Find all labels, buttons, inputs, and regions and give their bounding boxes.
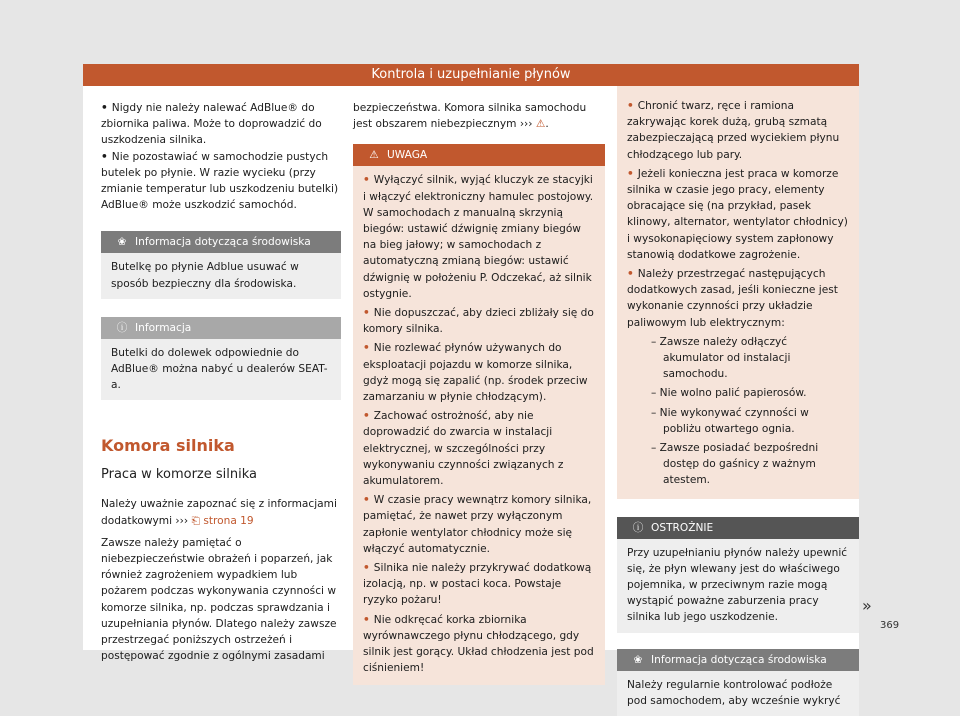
paragraph: bezpieczeństwa. Komora silnika samochodu jest obszarem niebezpiecznym ››› ⚠. bbox=[353, 102, 587, 131]
list-item: • W czasie pracy wewnątrz komory silnika, pamiętać, że nawet przy wyłączonym zapłonie wentylator chłodnicy może się włączyć automatycznie. bbox=[363, 494, 592, 555]
list-item: – Zawsze posiadać bezpośredni dostęp do gaśnicy z ważnym atestem. bbox=[651, 442, 819, 487]
information-box bbox=[101, 317, 341, 401]
list-item: – Nie wykonywać czynności w pobliżu otwartego ognia. bbox=[651, 406, 809, 435]
column-1 bbox=[101, 100, 341, 664]
page-number: 369 bbox=[880, 620, 900, 631]
paragraph: Zawsze należy pamiętać o niebezpieczeństwie obrażeń i poparzeń, jak również zagrożeniem wypadkiem lub pożarem podczas wykonywania czynności w komorze silnika, np. podczas sprawdzania i uzupełniania płynów. Dlatego należy zawsze przestrzegać poniższych ostrzeżeń i postępować zgodnie z ogólnymi zasadami bbox=[101, 536, 337, 663]
list-item: • Nie dopuszczać, aby dzieci zbliżały się do komory silnika. bbox=[363, 307, 594, 336]
column-3 bbox=[617, 86, 859, 716]
list-item: • Należy przestrzegać następujących dodatkowych zasad, jeśli konieczne jest wykonanie czynności przy układzie paliwowym lub elektrycznym: bbox=[627, 268, 838, 329]
list-item: • Nie rozlewać płynów używanych do eksploatacji pojazdu w komorze silnika, gdyż mogą się zapalić (np. środek przeciw zamarzaniu w płynie chłodzącym). bbox=[363, 342, 588, 404]
leaf-icon: ❀ bbox=[117, 236, 127, 249]
box-text: Należy regularnie kontrolować podłoże pod samochodem, aby wcześnie wykryć bbox=[617, 671, 859, 716]
box-text: Butelkę po płynie Adblue usuwać w sposób bezpieczny dla środowiska. bbox=[101, 253, 341, 298]
section-subtitle: Praca w komorze silnika bbox=[101, 467, 257, 483]
box-title: Informacja bbox=[135, 321, 192, 334]
list-item: – Zawsze należy odłączyć akumulator od instalacji samochodu. bbox=[651, 335, 791, 381]
list-item: • Wyłączyć silnik, wyjąć kluczyk ze stacyjki i włączyć elektroniczny hamulec postojowy. W samochodach z manualną skrzynią biegów: ustawić dźwignię zmiany biegów na bieg jałowy; w samochodach z automatyczną zmianą biegów: ustawić dźwignię w położeniu P. Odczekać, aż silnik ostygnie. bbox=[363, 174, 594, 300]
caution-icon: ⓘ bbox=[632, 521, 644, 534]
box-title: UWAGA bbox=[387, 149, 428, 162]
box-text: Butelki do dolewek odpowiednie do AdBlue® można nabyć u dealerów SEAT-a. bbox=[101, 339, 341, 401]
box-text: Przy uzupełnianiu płynów należy upewnić się, że płyn wlewany jest do właściwego pojemnika, w przeciwnym razie mogą wystąpić poważne zaburzenia pracy silnika lub jego uszkodzenie. bbox=[617, 539, 859, 633]
list-item: • Silnika nie należy przykrywać dodatkową izolacją, np. w postaci koca. Powstaje ryzyko pożaru! bbox=[363, 562, 592, 607]
info-icon: ⓘ bbox=[116, 321, 128, 334]
warning-icon: ⚠ bbox=[369, 149, 379, 162]
environment-info-box bbox=[101, 231, 341, 298]
page-reference-link[interactable]: strona 19 bbox=[203, 514, 254, 527]
list-item: • Nie pozostawiać w samochodzie pustych butelek po płynie. W razie wycieku (przy zmianie temperatur lub uszkodzeniu butelki) AdBlue® może uszkodzić samochód. bbox=[101, 150, 339, 212]
leaf-icon: ❀ bbox=[633, 653, 643, 666]
box-title: Informacja dotycząca środowiska bbox=[651, 653, 827, 666]
list-item: • Nie odkręcać korka zbiornika wyrównawczego płynu chłodzącego, gdy silnik jest gorący. Układ chłodzenia jest pod ciśnieniem! bbox=[363, 613, 594, 675]
list-item: • Nigdy nie należy nalewać AdBlue® do zbiornika paliwa. Może to doprowadzić do uszkodzenia silnika. bbox=[101, 102, 322, 147]
box-title: Informacja dotycząca środowiska bbox=[135, 236, 311, 249]
warning-continuation bbox=[617, 86, 859, 499]
continue-mark: » bbox=[862, 596, 872, 615]
list-item: • Jeżeli konieczna jest praca w komorze silnika w czasie jego pracy, elementy obracające się (na przykład, pasek klinowy, alternator, wentylator chłodnicy) i wysokonapięciowy system zapłonowy stanowią dodatkowe zagrożenie. bbox=[627, 167, 848, 261]
list-item: • Zachować ostrożność, aby nie doprowadzić do zwarcia w instalacji elektrycznej, w szczególności przy wykonywaniu czynności związanych z akumulatorem. bbox=[363, 410, 564, 488]
box-title: OSTROŻNIE bbox=[651, 521, 714, 534]
list-item: – Nie wolno palić papierosów. bbox=[651, 387, 807, 400]
manual-page bbox=[83, 64, 859, 707]
page-reference-icon: ⎗ bbox=[191, 514, 200, 527]
caution-box bbox=[617, 517, 859, 633]
section-title: Komora silnika bbox=[101, 436, 235, 456]
column-2 bbox=[353, 100, 605, 685]
list-item: • Chronić twarz, ręce i ramiona zakrywając korek dużą, grubą szmatą zabezpieczającą przed wyciekiem płynu chłodzącego lub pary. bbox=[627, 100, 840, 161]
warning-icon: ⚠ bbox=[535, 118, 546, 131]
environment-info-box bbox=[617, 649, 859, 716]
paragraph: Należy uważnie zapoznać się z informacjami dodatkowymi ››› ⎗ strona 19 bbox=[101, 498, 337, 527]
warning-box bbox=[353, 144, 605, 684]
page-header: Kontrola i uzupełnianie płynów bbox=[83, 64, 859, 86]
